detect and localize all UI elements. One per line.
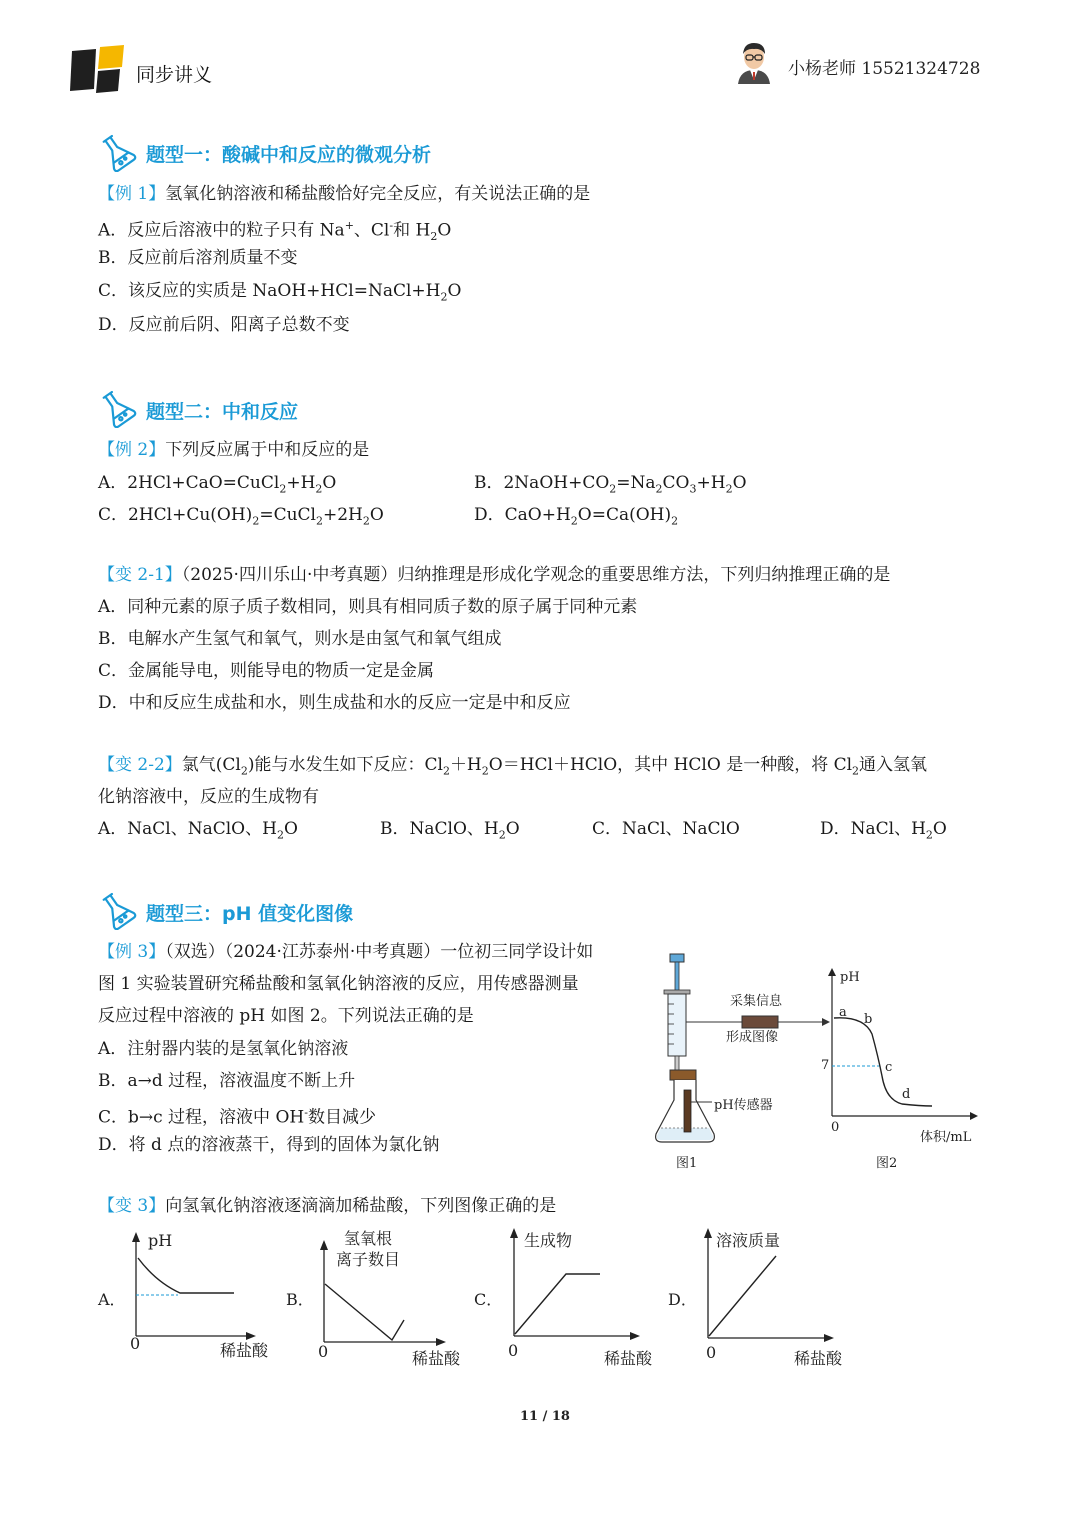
example3-option-c: C．b→c 过程，溶液中 OH-数目减少 (98, 1106, 376, 1128)
graph-d-ylabel: 溶液质量 (716, 1231, 781, 1250)
figure2-point-d: d (902, 1087, 911, 1102)
example2-text: 下列反应属于中和反应的是 (165, 440, 370, 460)
section2-title: 题型二：中和反应 (146, 401, 299, 423)
graph-b-xlabel: 稀盐酸 (412, 1349, 461, 1368)
example1-stem (98, 183, 590, 205)
example3-tag: 【例 3】 (98, 942, 166, 962)
graph-b-letter: B． (286, 1290, 314, 1309)
variant2-2-option-d: D．NaCl、$H_2O$ (820, 819, 947, 842)
example1-option-c: C．该反应的实质是 $NaOH+HCl=NaCl+H_2O$ (98, 281, 462, 304)
flask-icon (96, 890, 138, 930)
teacher-avatar (734, 40, 774, 84)
figure2-tick-7: 7 (821, 1058, 830, 1073)
graph-c-ylabel: 生成物 (524, 1231, 573, 1250)
section1-title: 题型一：酸碱中和反应的微观分析 (146, 144, 432, 166)
example1-tag: 【例 1】 (98, 184, 166, 204)
variant3-tag: 【变 3】 (98, 1196, 166, 1216)
example1-option-a: A．反应后溶液中的粒子只有 Na+、Cl-和 $H_2O$ (98, 219, 452, 244)
graph-a-ylabel: pH (148, 1231, 173, 1250)
example1-option-d: D．反应前后阴、阳离子总数不变 (98, 315, 350, 335)
variant2-1-option-b: B．电解水产生氢气和氧气，则水是由氢气和氧气组成 (98, 629, 502, 649)
example2-option-d: D．$CaO+H_2O=Ca(OH)_2$ (474, 505, 679, 528)
variant2-2-option-c: C．NaCl、NaClO (592, 819, 740, 839)
graph-c-xlabel: 稀盐酸 (604, 1349, 653, 1368)
teacher-contact: 小杨老师 15521324728 (788, 59, 981, 79)
example3-option-b: B．a→d 过程，溶液温度不断上升 (98, 1071, 356, 1091)
graph-b-ylabel-line1: 氢氧根 (344, 1229, 393, 1248)
brand-logo (70, 45, 126, 93)
example3-stem-line1: 【例 3】（双选）（2024·江苏泰州·中考真题）一位初三同学设计如 (98, 942, 594, 962)
graph-d-origin: 0 (706, 1343, 717, 1362)
graph-d-letter: D． (668, 1290, 697, 1309)
variant2-1-option-d: D．中和反应生成盐和水，则生成盐和水的反应一定是中和反应 (98, 693, 571, 713)
variant2-2-option-b: B．NaClO、$H_2O$ (380, 819, 520, 842)
graph-b-origin: 0 (318, 1342, 329, 1361)
figure2-ph-curve (820, 966, 980, 1126)
flask-icon (96, 388, 138, 428)
example2-option-a: A．$2HCl+CaO=CuCl_2+H_2O$ (98, 473, 337, 496)
graph-a-letter: A． (98, 1290, 126, 1309)
variant2-1-option-a: A．同种元素的原子质子数相同，则具有相同质子数的原子属于同种元素 (98, 597, 638, 617)
example2-option-c: C．$2HCl+Cu(OH)_2=CuCl_2+2H_2O$ (98, 505, 384, 528)
example2-option-b: B．$2NaOH+CO_2=Na_2CO_3+H_2O$ (474, 473, 747, 496)
example1-option-b: B．反应前后溶剂质量不变 (98, 248, 298, 268)
page-number: 11 / 18 (520, 1409, 570, 1424)
graph-b-ylabel-line2: 离子数目 (336, 1250, 401, 1269)
variant3-stem: 【变 3】向氢氧化钠溶液逐滴滴加稀盐酸，下列图像正确的是 (98, 1196, 557, 1216)
figure2-point-b: b (864, 1012, 873, 1027)
graph-a-origin: 0 (130, 1334, 141, 1353)
graph-c-letter: C． (474, 1290, 503, 1309)
variant2-1-tag: 【变 2-1】 (98, 565, 182, 585)
figure2-origin: 0 (831, 1120, 840, 1135)
example3-option-d: D．将 d 点的溶液蒸干，得到的固体为氯化钠 (98, 1135, 440, 1155)
graph-d-xlabel: 稀盐酸 (794, 1349, 843, 1368)
graph-a-xlabel: 稀盐酸 (220, 1341, 269, 1360)
graph-c-origin: 0 (508, 1341, 519, 1360)
example3-stem-line2: 图 1 实验装置研究稀盐酸和氢氧化钠溶液的反应，用传感器测量 (98, 974, 579, 994)
variant2-1-option-c: C．金属能导电，则能导电的物质一定是金属 (98, 661, 435, 681)
flask-icon (96, 132, 138, 172)
figure1-sensor-label: pH传感器 (714, 1098, 773, 1113)
variant2-2-stem: 【变 2-2】氯气$(Cl_2)$能与水发生如下反应：$Cl_2+H_2O=HCl+HClO$，其中 HClO 是一种酸，将 $Cl_2$通入氢氧 (98, 755, 928, 778)
example3-option-a: A．注射器内装的是氢氧化钠溶液 (98, 1039, 349, 1059)
brand-name: 同步讲义 (136, 64, 213, 86)
figure2-point-c: c (885, 1060, 893, 1075)
variant2-1-stem: 【变 2-1】（2025·四川乐山·中考真题）归纳推理是形成化学观念的重要思维方法，下列归纳推理正确的是 (98, 565, 891, 585)
figure1-form-label: 形成图像 (726, 1030, 779, 1045)
example2-stem (98, 439, 369, 461)
variant2-2-option-a: A．NaCl、NaClO、$H_2O$ (98, 819, 298, 842)
example2-tag: 【例 2】 (98, 440, 166, 460)
figure2-point-a: a (839, 1005, 847, 1020)
figure2-xlabel: 体积/mL (920, 1130, 972, 1145)
example1-text: 氢氧化钠溶液和稀盐酸恰好完全反应，有关说法正确的是 (165, 184, 591, 204)
figure2-caption: 图2 (876, 1156, 898, 1171)
graph-a (126, 1230, 256, 1346)
figure1-caption: 图1 (676, 1156, 698, 1171)
variant2-2-tag: 【变 2-2】 (98, 755, 182, 775)
section3-title: 题型三：pH 值变化图像 (146, 903, 354, 925)
figure2-ylabel: pH (840, 970, 860, 985)
figure1-apparatus (650, 952, 830, 1172)
example3-stem-line3: 反应过程中溶液的 pH 如图 2。下列说法正确的是 (98, 1006, 474, 1026)
variant2-2-stem-line2: 化钠溶液中，反应的生成物有 (98, 787, 319, 807)
figure1-collect-label: 采集信息 (730, 994, 783, 1009)
